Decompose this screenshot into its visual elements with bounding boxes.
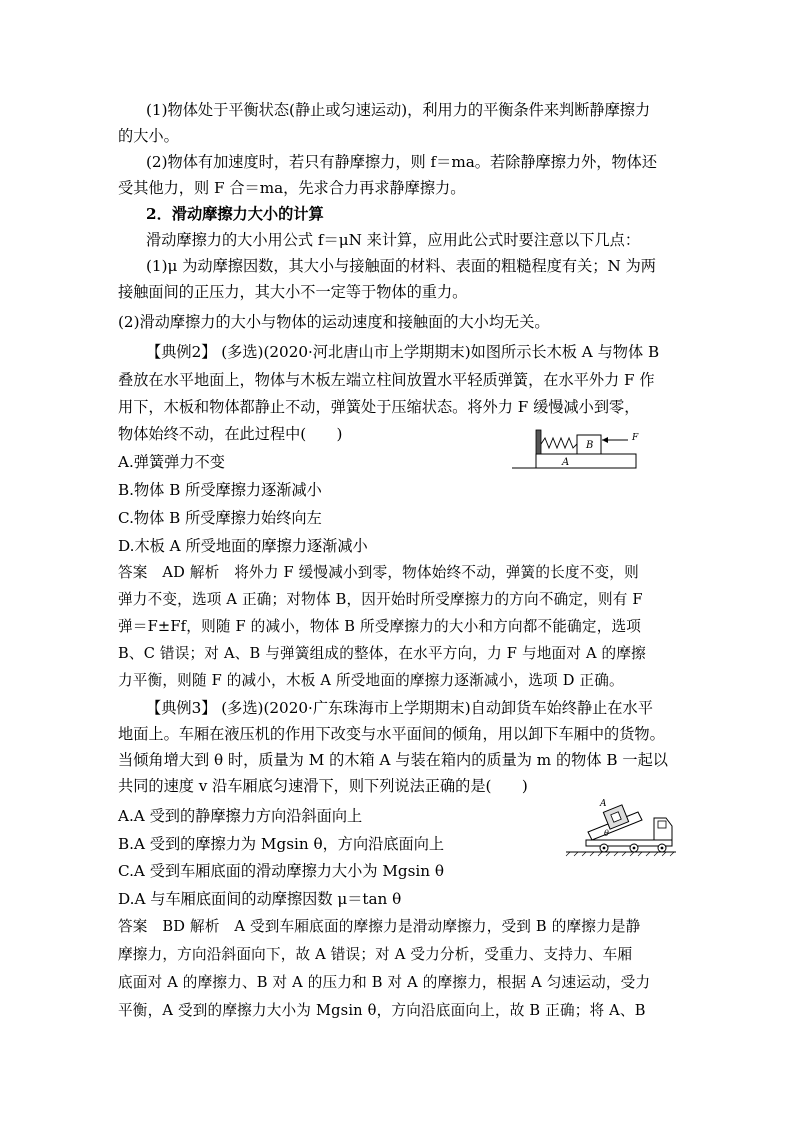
text-line: 滑动摩擦力的大小用公式 f＝μN 来计算，应用此公式时要注意以下几点： — [146, 231, 641, 249]
text-line: 地面上。车厢在液压机的作用下改变与水平面间的倾角，用以卸下车厢中的货物。 — [118, 725, 665, 743]
option-c: C.物体 B 所受摩擦力始终向左 — [118, 509, 322, 527]
section-heading: 2．滑动摩擦力大小的计算 — [146, 205, 324, 223]
answer-line: 弹＝F±Ff，则随 F 的减小，物体 B 所受摩擦力的大小和方向都不能确定，选项 — [118, 618, 642, 635]
text-line: 接触面间的正压力，其大小不一定等于物体的重力。 — [118, 283, 468, 301]
text-line: 受其他力，则 F 合＝ma，先求合力再求静摩擦力。 — [118, 179, 466, 197]
answer-line: 答案 BD 解析 A 受到车厢底面的摩擦力是滑动摩擦力，受到 B 的摩擦力是静 — [118, 918, 641, 935]
answer-line: 摩擦力，方向沿斜面向下，故 A 错误；对 A 受力分析，受重力、支持力、车厢 — [118, 946, 633, 963]
label-a: A — [562, 457, 570, 468]
text-line: 物体始终不动，在此过程中( ) — [118, 425, 343, 443]
spring-block-figure — [508, 424, 640, 474]
answer-line: 弹力不变，选项 A 正确；对物体 B，因开始时所受摩擦力的方向不确定，则有 F — [118, 591, 643, 608]
example-title: 【典例2】 (多选)(2020·河北唐山市上学期期末)如图所示长木板 A 与物体 B — [146, 343, 660, 361]
dump-truck-figure — [564, 794, 684, 858]
option-d: D.A 与车厢底面间的动摩擦因数 μ＝tan θ — [118, 890, 402, 908]
option-a: A.弹簧弹力不变 — [118, 453, 225, 471]
option-b: B.A 受到的摩擦力为 Mgsin θ，方向沿底面向上 — [118, 835, 445, 853]
label-a: A — [600, 799, 607, 809]
example-title: 【典例3】 (多选)(2020·广东珠海市上学期期末)自动卸货车始终静止在水平 — [146, 699, 653, 717]
answer-line: 平衡，A 受到的摩擦力大小为 Mgsin θ，方向沿底面向上，故 B 正确；将 A、B — [118, 1002, 646, 1019]
text-line: 用下，木板和物体都静止不动，弹簧处于压缩状态。将外力 F 缓慢减小到零， — [118, 398, 640, 416]
label-b: B — [586, 440, 594, 451]
answer-line: 答案 AD 解析 将外力 F 缓慢减小到零，物体始终不动，弹簧的长度不变，则 — [118, 564, 639, 581]
label-f: F — [632, 433, 639, 443]
text-line: 的大小。 — [118, 127, 179, 145]
text-line: (1)物体处于平衡状态(静止或匀速运动)，利用力的平衡条件来判断静摩擦力 — [146, 101, 651, 119]
text-line: (2)物体有加速度时，若只有静摩擦力，则 f＝ma。若除静摩擦力外，物体还 — [146, 153, 658, 171]
text-line: 叠放在水平地面上，物体与木板左端立柱间放置水平轻质弹簧，在水平外力 F 作 — [118, 371, 655, 389]
option-a: A.A 受到的静摩擦力方向沿斜面向上 — [118, 807, 363, 825]
text-line: (1)μ 为动摩擦因数，其大小与接触面的材料、表面的粗糙程度有关；N 为两 — [146, 257, 656, 275]
text-line: 共同的速度 v 沿车厢底匀速滑下，则下列说法正确的是( ) — [118, 777, 528, 795]
option-b: B.物体 B 所受摩擦力逐渐减小 — [118, 481, 322, 499]
answer-line: 力平衡，则随 F 的减小，木板 A 所受地面的摩擦力逐渐减小，选项 D 正确。 — [118, 672, 624, 689]
text-line: (2)滑动摩擦力的大小与物体的运动速度和接触面的大小均无关。 — [118, 313, 550, 331]
option-d: D.木板 A 所受地面的摩擦力逐渐减小 — [118, 537, 368, 555]
label-theta: θ — [604, 829, 609, 838]
answer-line: B、C 错误；对 A、B 与弹簧组成的整体，在水平方向，力 F 与地面对 A 的摩擦 — [118, 645, 646, 662]
answer-line: 底面对 A 的摩擦力、B 对 A 的压力和 B 对 A 的摩擦力，根据 A 匀速运动，受力 — [118, 974, 651, 991]
text-line: 当倾角增大到 θ 时，质量为 M 的木箱 A 与装在箱内的质量为 m 的物体 B 一起以 — [118, 751, 668, 769]
option-c: C.A 受到车厢底面的滑动摩擦力大小为 Mgsin θ — [118, 862, 445, 880]
